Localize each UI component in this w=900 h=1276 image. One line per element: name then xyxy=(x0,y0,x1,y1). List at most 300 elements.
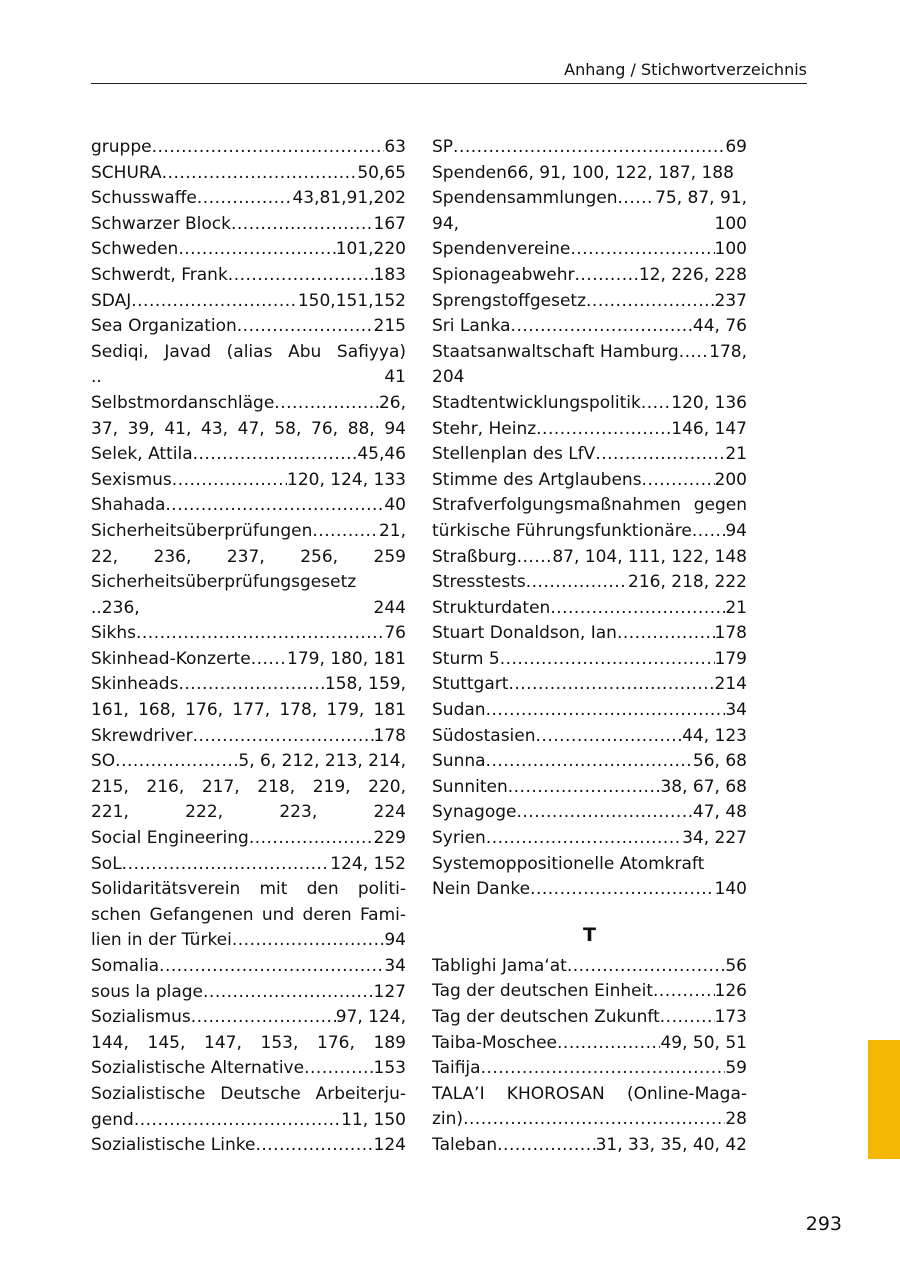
leader-dots xyxy=(232,928,384,954)
leader-dots xyxy=(550,596,725,622)
index-entry-line xyxy=(432,596,747,622)
index-pages: 69 xyxy=(725,137,747,157)
index-term: sous la plage xyxy=(91,981,204,1002)
index-entry-line xyxy=(432,979,747,1005)
index-entry-line xyxy=(91,212,406,238)
index-pages: 173 xyxy=(714,1007,747,1027)
index-pages: 215 xyxy=(373,316,406,337)
index-term: Sprengstoffgesetz xyxy=(432,290,587,311)
index-entry-line xyxy=(432,826,747,852)
leader-dots xyxy=(178,237,335,263)
leader-dots xyxy=(618,186,656,212)
index-entry-line xyxy=(91,724,406,750)
index-entry-line xyxy=(432,263,747,289)
index-term: SCHURA xyxy=(91,162,162,183)
index-term: Stadtentwicklungspolitik xyxy=(432,392,641,413)
index-pages: 178 xyxy=(373,725,406,746)
leader-dots xyxy=(134,1108,341,1134)
index-entry-line xyxy=(432,519,747,545)
index-entry xyxy=(91,135,406,161)
index-term: Taleban xyxy=(432,1134,498,1155)
leader-dots xyxy=(231,212,374,238)
index-term: Schwerdt, Frank xyxy=(91,264,228,285)
index-pages: 87, 104, 111, 122, 148 xyxy=(552,546,747,567)
index-entry xyxy=(91,519,406,570)
index-term: Tag der deutschen Einheit xyxy=(432,981,653,1002)
index-entry xyxy=(91,1005,406,1056)
index-term: Sikhs xyxy=(91,623,136,644)
index-term: Skinheads xyxy=(91,674,179,695)
index-entry-line xyxy=(91,161,406,187)
index-entry xyxy=(432,237,747,263)
index-entry xyxy=(91,263,406,289)
index-entry-line: 37, 39, 41, 43, 47, 58, 76, 88, 94 xyxy=(91,418,406,439)
leader-dots xyxy=(237,314,374,340)
index-term: Sturm 5 xyxy=(432,648,500,669)
leader-dots xyxy=(536,417,671,443)
index-pages: 124, 152 xyxy=(330,853,406,874)
index-entry-line xyxy=(432,621,747,647)
index-term: Taifija xyxy=(432,1058,481,1079)
index-term: Schusswaffe xyxy=(91,188,197,209)
index-pages: 200 xyxy=(714,469,747,490)
index-column-left xyxy=(91,135,406,1159)
index-entry xyxy=(432,800,747,826)
leader-dots xyxy=(251,647,287,673)
leader-dots xyxy=(570,237,714,263)
index-entry xyxy=(432,724,747,750)
header-title: Anhang / Stichwortverzeichnis xyxy=(564,60,807,79)
index-pages: 44, 123 xyxy=(682,725,747,746)
index-pages: 63 xyxy=(384,137,406,157)
leader-dots xyxy=(122,852,331,878)
index-entry xyxy=(432,775,747,801)
leader-dots xyxy=(463,1107,725,1133)
index-entry-line: schen Gefangenen und deren Fami- xyxy=(91,904,406,925)
index-entry-line xyxy=(91,1108,406,1134)
index-pages: 56 xyxy=(725,955,747,976)
index-entry-line xyxy=(432,570,747,596)
index-entry xyxy=(432,1082,747,1133)
index-entry xyxy=(91,442,406,468)
index-term: Sozialismus xyxy=(91,1007,191,1028)
leader-dots xyxy=(500,647,715,673)
leader-dots xyxy=(653,979,715,1005)
index-entry xyxy=(91,570,406,621)
leader-dots xyxy=(312,519,379,545)
index-entry-line xyxy=(432,186,747,212)
index-entry xyxy=(432,468,747,494)
leader-dots xyxy=(508,672,714,698)
index-entry-line xyxy=(91,442,406,468)
index-term: Stuttgart xyxy=(432,674,509,695)
index-entry xyxy=(432,979,747,1005)
index-entry xyxy=(91,391,406,442)
index-entry-line: Strafverfolgungsmaßnahmen gegen xyxy=(432,495,747,516)
index-entry-line xyxy=(432,1056,747,1082)
leader-dots xyxy=(255,1133,373,1159)
section-letter-block xyxy=(432,917,747,954)
leader-dots xyxy=(178,672,324,698)
index-entry-line: .. 41 xyxy=(91,367,406,388)
index-term: zin) xyxy=(432,1109,464,1130)
index-entry-line xyxy=(432,724,747,750)
index-entry xyxy=(91,468,406,494)
index-entry-line: ..236, 244 xyxy=(91,597,406,618)
index-entry xyxy=(91,314,406,340)
index-term: Social Engineering xyxy=(91,828,249,849)
index-entry-line xyxy=(91,237,406,263)
index-entry xyxy=(432,672,747,698)
index-entry-line xyxy=(432,1107,747,1133)
index-entry xyxy=(432,1031,747,1057)
index-entry-line xyxy=(91,186,406,212)
leader-dots xyxy=(165,493,384,519)
index-entry xyxy=(432,340,747,391)
index-term: SDAJ xyxy=(91,290,132,311)
index-entry xyxy=(91,212,406,238)
index-pages: 34 xyxy=(725,700,747,721)
index-entry xyxy=(91,877,406,954)
leader-dots xyxy=(692,519,726,545)
index-term: Sudan xyxy=(432,700,486,721)
index-entry xyxy=(432,1056,747,1082)
index-pages: 126 xyxy=(714,981,747,1002)
index-entry xyxy=(432,1133,747,1159)
index-entry-line xyxy=(432,1005,747,1031)
leader-dots xyxy=(152,135,385,161)
leader-dots xyxy=(617,621,715,647)
index-entry-line: TALA’I KHOROSAN (Online-Maga- xyxy=(432,1083,747,1104)
index-pages: 140 xyxy=(714,879,747,900)
index-term: Selek, Attila xyxy=(91,444,193,465)
index-pages: 21, xyxy=(378,520,406,541)
leader-dots xyxy=(567,954,726,980)
index-entry xyxy=(432,161,747,187)
index-entry-line xyxy=(432,314,747,340)
index-pages: 31, 33, 35, 40, 42 xyxy=(595,1134,747,1155)
index-pages: 120, 124, 133 xyxy=(287,469,406,490)
leader-dots xyxy=(481,1056,726,1082)
index-entry xyxy=(432,621,747,647)
index-entry-line xyxy=(432,800,747,826)
index-entry-line xyxy=(432,647,747,673)
index-entry-line xyxy=(432,391,747,417)
index-entry-line xyxy=(432,417,747,443)
index-entry-line xyxy=(91,314,406,340)
index-entry-line xyxy=(91,749,406,775)
index-entry-line xyxy=(91,391,406,417)
index-term: SO xyxy=(91,751,116,772)
index-entry xyxy=(432,417,747,443)
index-entry xyxy=(432,391,747,417)
index-entry-line xyxy=(432,698,747,724)
index-term: Stimme des Artglaubens xyxy=(432,469,642,490)
index-term: SP xyxy=(432,137,454,157)
leader-dots xyxy=(304,1056,373,1082)
page-number: 293 xyxy=(805,1213,842,1235)
leader-dots xyxy=(586,289,715,315)
leader-dots xyxy=(642,468,715,494)
leader-dots xyxy=(136,621,384,647)
leader-dots xyxy=(159,954,384,980)
index-entry-line xyxy=(432,775,747,801)
index-entry-line xyxy=(432,237,747,263)
index-entry-line: 94, 100 xyxy=(432,213,747,234)
index-entry-line xyxy=(432,468,747,494)
index-term: Stehr, Heinz xyxy=(432,418,537,439)
leader-dots xyxy=(508,775,661,801)
index-entry-line xyxy=(91,1133,406,1159)
index-entry xyxy=(432,852,747,903)
index-term: Syrien xyxy=(432,828,486,849)
leader-dots xyxy=(595,442,725,468)
leader-dots xyxy=(530,877,714,903)
index-term: Straßburg xyxy=(432,546,517,567)
index-term: Spionageabwehr xyxy=(432,264,575,285)
index-entry xyxy=(91,1133,406,1159)
leader-dots xyxy=(679,340,709,366)
index-entry-line: 144, 145, 147, 153, 176, 189 xyxy=(91,1032,406,1053)
index-entry-line: Sozialistische Deutsche Arbeiterju- xyxy=(91,1083,406,1104)
leader-dots xyxy=(511,314,693,340)
index-entry xyxy=(432,749,747,775)
leader-dots xyxy=(526,570,628,596)
index-pages: 150,151,152 xyxy=(297,290,406,311)
index-entry xyxy=(432,186,747,237)
index-term: SoL xyxy=(91,853,122,874)
index-entry-line xyxy=(91,493,406,519)
index-term: Synagoge xyxy=(432,802,517,823)
leader-dots xyxy=(131,289,298,315)
index-term: Sexismus xyxy=(91,469,172,490)
index-pages: 34 xyxy=(384,956,406,976)
index-entry xyxy=(91,647,406,673)
index-pages: 66, 91, 100, 122, 187, 188 xyxy=(506,162,734,183)
index-entry xyxy=(91,980,406,1006)
index-entry xyxy=(91,724,406,750)
index-pages: 214 xyxy=(714,674,747,695)
leader-dots xyxy=(536,724,683,750)
index-entry-line xyxy=(432,749,747,775)
index-entry-line: Systemoppositionelle Atomkraft xyxy=(432,853,705,874)
index-pages: 59 xyxy=(725,1058,747,1079)
index-entry-line xyxy=(91,1005,406,1031)
index-entry-line xyxy=(91,647,406,673)
index-entry xyxy=(91,340,406,391)
leader-dots xyxy=(191,1005,336,1031)
index-pages: 11, 150 xyxy=(341,1109,406,1130)
index-term: Spendenvereine xyxy=(432,239,571,260)
index-pages: 28 xyxy=(725,1109,747,1130)
index-entry-line xyxy=(432,442,747,468)
index-entry xyxy=(432,570,747,596)
index-term: Somalia xyxy=(91,956,160,976)
index-entry-line: Sicherheitsüberprüfungsgesetz xyxy=(91,572,357,593)
leader-dots xyxy=(453,135,725,161)
index-column-right xyxy=(432,135,747,1159)
index-entry xyxy=(432,263,747,289)
index-entry xyxy=(91,852,406,878)
section-letter: T xyxy=(583,923,596,946)
index-entry-line: Solidaritätsverein mit den politi- xyxy=(91,879,406,900)
index-pages: 94 xyxy=(725,520,747,541)
index-term: Schwarzer Block xyxy=(91,213,231,234)
index-pages: 43,81,91,202 xyxy=(292,188,406,209)
leader-dots xyxy=(497,1133,595,1159)
index-pages: 94 xyxy=(384,930,406,951)
index-entry-line: 215, 216, 217, 218, 219, 220, xyxy=(91,776,406,797)
index-pages: 229 xyxy=(373,828,406,849)
index-term: Taiba-Moschee xyxy=(432,1032,558,1053)
index-entry xyxy=(432,647,747,673)
index-entry-line xyxy=(91,980,406,1006)
leader-dots xyxy=(517,800,693,826)
index-entry xyxy=(91,161,406,187)
leader-dots xyxy=(486,826,682,852)
index-entry xyxy=(91,621,406,647)
index-entry xyxy=(91,672,406,723)
index-term: Shahada xyxy=(91,495,166,516)
index-pages: 34, 227 xyxy=(682,828,747,849)
index-pages: 179, 180, 181 xyxy=(287,648,406,669)
index-entry-line xyxy=(91,928,406,954)
index-pages: 237 xyxy=(714,290,747,311)
index-entry-line xyxy=(91,289,406,315)
index-term: Staatsanwaltschaft Hamburg xyxy=(432,341,679,362)
index-entry-line xyxy=(432,877,747,903)
index-entry-line xyxy=(91,826,406,852)
leader-dots xyxy=(228,263,374,289)
leader-dots xyxy=(197,186,293,212)
index-entry-line: 161, 168, 176, 177, 178, 179, 181 xyxy=(91,700,406,721)
index-entry xyxy=(91,237,406,263)
index-entry-line xyxy=(432,545,747,571)
index-entry-line xyxy=(432,289,747,315)
index-term: Skrewdriver xyxy=(91,725,193,746)
index-pages: 5, 6, 212, 213, 214, xyxy=(238,751,406,772)
index-entry-line xyxy=(432,954,747,980)
leader-dots xyxy=(486,749,693,775)
index-term: Sunniten xyxy=(432,776,508,797)
index-term: Selbstmordanschläge xyxy=(91,392,275,413)
index-term: Skinhead-Konzerte xyxy=(91,648,251,669)
index-entry xyxy=(91,1056,406,1082)
index-pages: 40 xyxy=(384,495,406,516)
index-entry xyxy=(91,1082,406,1133)
index-entry-line xyxy=(91,263,406,289)
index-term: Sozialistische Linke xyxy=(91,1135,256,1156)
index-term: Sunna xyxy=(432,751,486,772)
index-pages: 183 xyxy=(373,264,406,285)
index-entry-line xyxy=(91,519,406,545)
index-entry xyxy=(91,186,406,212)
index-pages: 44, 76 xyxy=(692,316,747,337)
leader-dots xyxy=(203,980,374,1006)
index-entry-line xyxy=(91,852,406,878)
index-entry xyxy=(432,493,747,544)
index-pages: 127 xyxy=(373,981,406,1002)
index-entry xyxy=(432,135,747,161)
index-pages: 146, 147 xyxy=(671,418,747,439)
leader-dots xyxy=(660,1005,715,1031)
index-entry-line: 221, 222, 223, 224 xyxy=(91,802,406,823)
index-entry-line xyxy=(91,135,406,161)
index-pages: 101,220 xyxy=(335,239,406,260)
index-pages: 38, 67, 68 xyxy=(660,776,747,797)
index-entry xyxy=(91,493,406,519)
leader-dots xyxy=(193,724,374,750)
leader-dots xyxy=(641,391,671,417)
index-entry-line xyxy=(91,468,406,494)
index-term: Sicherheitsüberprüfungen xyxy=(91,520,313,541)
index-entry-line xyxy=(432,135,747,161)
page-header xyxy=(91,58,807,84)
index-entry xyxy=(432,1005,747,1031)
index-entry xyxy=(432,596,747,622)
index-term: Südostasien xyxy=(432,725,536,746)
index-entry xyxy=(432,826,747,852)
index-entry xyxy=(91,826,406,852)
index-entry-line: Sediqi, Javad (alias Abu Safiyya) xyxy=(91,341,406,362)
leader-dots xyxy=(486,698,726,724)
index-entry-line xyxy=(432,672,747,698)
index-term: Stresstests xyxy=(432,572,526,593)
index-pages: 21 xyxy=(725,444,747,465)
index-entry-line xyxy=(91,621,406,647)
index-entry xyxy=(432,954,747,980)
index-pages: 97, 124, xyxy=(335,1007,406,1028)
index-term: gend xyxy=(91,1109,134,1130)
index-term: Schweden xyxy=(91,239,179,260)
leader-dots xyxy=(115,749,238,775)
index-term: Stellenplan des LfV xyxy=(432,444,596,465)
index-entry-line xyxy=(91,954,406,980)
index-pages: 45,46 xyxy=(357,444,406,465)
index-term: gruppe xyxy=(91,137,152,157)
index-term: türkische Führungsfunktionäre xyxy=(432,520,692,541)
index-pages: 49, 50, 51 xyxy=(660,1032,747,1053)
index-pages: 76 xyxy=(384,623,406,644)
index-pages: 56, 68 xyxy=(692,751,747,772)
leader-dots xyxy=(193,442,358,468)
index-entry xyxy=(432,314,747,340)
leader-dots xyxy=(517,545,553,571)
index-entry xyxy=(91,954,406,980)
leader-dots xyxy=(249,826,374,852)
index-entry-line xyxy=(91,1056,406,1082)
index-entry xyxy=(432,442,747,468)
index-entry-line: 22, 236, 237, 256, 259 xyxy=(91,546,406,567)
index-pages: 21 xyxy=(725,597,747,618)
index-term: Spenden xyxy=(432,162,507,183)
section-tab-marker xyxy=(868,1040,900,1159)
index-term: Sea Organization xyxy=(91,316,237,337)
index-pages: 158, 159, xyxy=(324,674,406,695)
index-pages: 47, 48 xyxy=(692,802,747,823)
leader-dots xyxy=(574,263,638,289)
index-pages: 26, xyxy=(378,392,406,413)
index-entry-line xyxy=(432,1133,747,1159)
index-entry xyxy=(432,545,747,571)
index-entry xyxy=(432,698,747,724)
index-entry xyxy=(91,749,406,826)
index-pages: 179 xyxy=(714,648,747,669)
index-term: Sozialistische Alternative xyxy=(91,1058,305,1079)
leader-dots xyxy=(162,161,358,187)
index-pages: 124 xyxy=(373,1135,406,1156)
index-pages: 153 xyxy=(373,1058,406,1079)
